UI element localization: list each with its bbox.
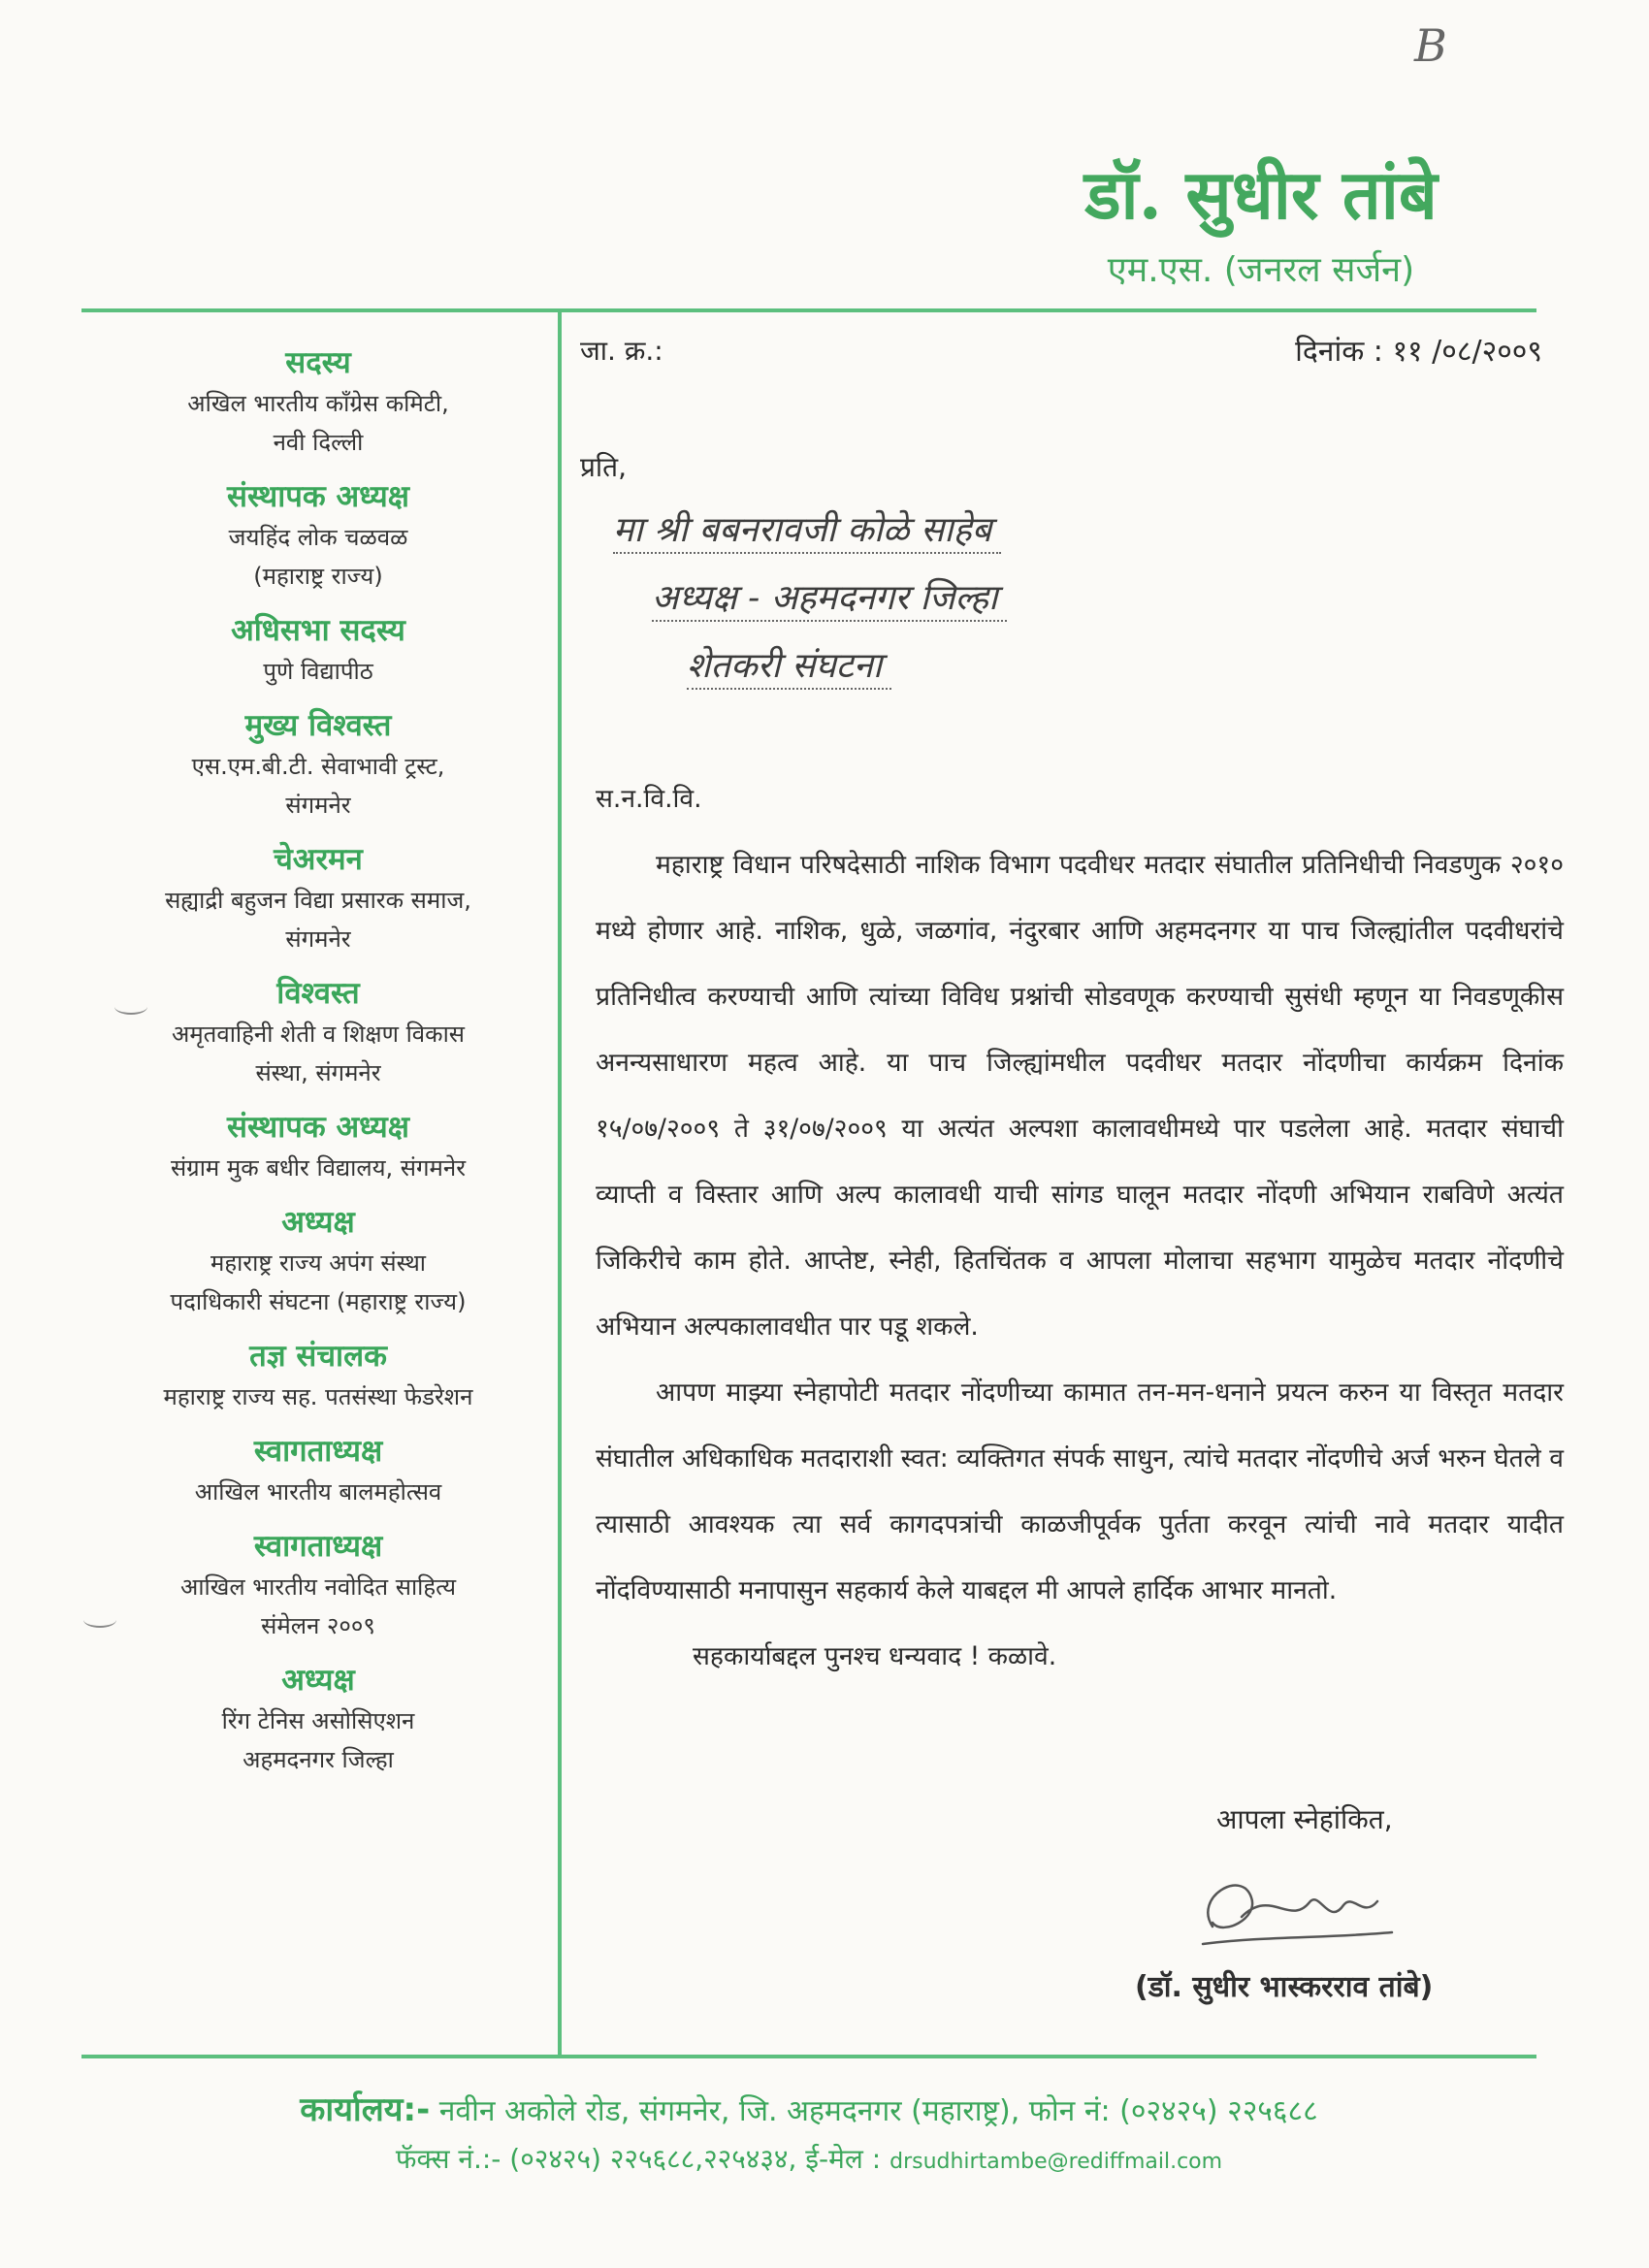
sidebar-position-group <box>81 1525 555 1645</box>
page-mark: B <box>1414 19 1447 72</box>
paper-scuff-mark <box>83 1612 116 1628</box>
bottom-rule <box>81 2055 1536 2058</box>
paragraph-1: महाराष्ट्र विधान परिषदेसाठी नाशिक विभाग पदवीधर मतदार संघातील प्रतिनिधीची निवडणुक २०१० मध्ये होणार आहे. नाशिक, धुळे, जळगांव, नंदुरबार आणि अहमदनगर या पाच जिल्ह्यांतील पदवीधरांचे प्रतिनिधीत्व करण्याची आणि त्यांच्या विविध प्रश्नांची सोडवणूक करण्याची सुसंधी म्हणून या निवडणूकीस अनन्यसाधारण महत्व आहे. या पाच जिल्ह्यांमधील पदवीधर मतदार नोंदणीचा कार्यक्रम दिनांक १५/०७/२००९ ते ३१/०७/२००९ या अत्यंत अल्पशा कालावधीमध्ये पार पडलेला आहे. मतदार संघाची व्याप्ती व विस्तार आणि अल्प कालावधी याची सांगड घालून मतदार नोंदणी अभियान राबविणे अत्यंत जिकिरीचे काम होते. आप्तेष्ट, स्नेही, हितचिंतक व आपला मोलाचा सहभाग यामुळेच मतदार नोंदणीचे अभियान अल्पकालावधीत पार पडू शकले. <box>596 850 1564 1342</box>
sidebar-position-group <box>81 972 555 1092</box>
sidebar-position-detail: संगमनेर <box>285 925 351 953</box>
letterhead-name: डॉ. सुधीर तांबे <box>1084 154 1438 235</box>
sidebar-position-detail: एस.एम.बी.टी. सेवाभावी ट्रस्ट, <box>191 753 445 780</box>
sidebar-position-title: मुख्य विश्वस्त <box>244 708 392 743</box>
sidebar-position-detail: अमृतवाहिनी शेती व शिक्षण विकास <box>171 1021 466 1048</box>
sidebar-position-group <box>81 704 555 825</box>
paper-scuff-mark <box>114 999 147 1015</box>
to-label: प्रति, <box>580 451 628 483</box>
sidebar-position-detail: पदाधिकारी संघटना (महाराष्ट्र राज्य) <box>170 1288 467 1315</box>
sidebar-position-detail: अहमदनगर जिल्हा <box>242 1746 394 1773</box>
sidebar-position-title: संस्थापक अध्यक्ष <box>227 1110 409 1145</box>
sidebar-position-detail: संस्था, संगमनेर <box>255 1059 381 1086</box>
sidebar-position-detail: आखिल भारतीय बालमहोत्सव <box>194 1478 442 1506</box>
sidebar-position-group <box>81 1201 555 1321</box>
sidebar-positions <box>81 341 555 1793</box>
sidebar-position-detail: नवी दिल्ली <box>273 429 364 456</box>
sidebar-position-detail: महाराष्ट्र राज्य सह. पतसंस्था फेडरेशन <box>163 1383 473 1410</box>
closing: आपला स्नेहांकित, <box>1216 1803 1393 1835</box>
office-label: कार्यालय:- <box>300 2090 431 2129</box>
recipient-line: शेतकरी संघटना <box>687 640 891 690</box>
paragraph-2: आपण माझ्या स्नेहापोटी मतदार नोंदणीच्या कामात तन-मन-धनाने प्रयत्न करुन या विस्तृत मतदार संघातील अधिकाधिक मतदाराशी स्वत: व्यक्तिगत संपर्क साधुन, त्यांचे मतदार नोंदणीचे अर्ज भरुन घेतले व त्यासाठी आवश्यक त्या सर्व कागदपत्रांची काळजीपूर्वक पुर्तता करवून त्यांची नावे मतदार यादीत नोंदविण्यासाठी मनापासुन सहकार्य केले याबद्दल मी आपले हार्दिक आभार मानतो. <box>596 1377 1564 1605</box>
letter-body <box>596 766 1564 1690</box>
reference-number-label: जा. क्र.: <box>580 335 663 367</box>
fax-text: फॅक्स नं.:- (०२४२५) २२५६८८,२२५४३४, ई-मेल : <box>395 2143 882 2175</box>
sidebar-position-group <box>81 475 555 596</box>
footer-fax-email <box>81 2140 1536 2177</box>
office-address: नवीन अकोले रोड, संगमनेर, जि. अहमदनगर (महाराष्ट्र), फोन नं: (०२४२५) २२५६८८ <box>438 2094 1318 2128</box>
sidebar-position-title: स्वागताध्यक्ष <box>253 1529 383 1564</box>
sidebar-position-title: संस्थापक अध्यक्ष <box>227 479 409 514</box>
sidebar-position-title: तज्ञ संचालक <box>249 1339 387 1374</box>
sidebar-position-group <box>81 838 555 958</box>
sidebar-position-detail: रिंग टेनिस असोसिएशन <box>221 1707 415 1734</box>
letter-date: दिनांक : ११ /०८/२००९ <box>1295 335 1542 369</box>
sidebar-position-title: स्वागताध्यक्ष <box>253 1434 383 1469</box>
vertical-rule <box>558 310 562 2057</box>
sidebar-position-detail: पुणे विद्यापीठ <box>263 658 373 685</box>
signature-image <box>1183 1859 1406 1965</box>
salutation: स.न.वि.वि. <box>596 784 702 814</box>
sidebar-position-detail: संगमनेर <box>285 792 351 819</box>
sidebar-position-group <box>81 1335 555 1416</box>
recipient-line: मा श्री बबनरावजी कोळे साहेब <box>613 504 1001 554</box>
sidebar-position-detail: जयहिंद लोक चळवळ <box>228 524 408 551</box>
sidebar-position-title: अध्यक्ष <box>281 1663 355 1698</box>
sidebar-position-detail: संमेलन २००९ <box>261 1612 375 1639</box>
letterhead-qualification: एम.एस. (जनरल सर्जन) <box>1107 250 1415 290</box>
thanks-line: सहकार्याबद्दल पुनश्च धन्यवाद ! कळावे. <box>693 1641 1057 1671</box>
sidebar-position-detail: अखिल भारतीय कॉंग्रेस कमिटी, <box>187 390 449 417</box>
footer-office-address <box>81 2086 1536 2130</box>
sidebar-position-detail: सह्याद्री बहुजन विद्या प्रसारक समाज, <box>165 887 471 914</box>
recipient-line: अध्यक्ष - अहमदनगर जिल्हा <box>652 572 1007 622</box>
sidebar-position-title: अधिसभा सदस्य <box>231 613 405 648</box>
sidebar-position-title: सदस्य <box>285 345 351 380</box>
sidebar-position-group <box>81 1430 555 1511</box>
email-address: drsudhirtambe@rediffmail.com <box>889 2150 1223 2174</box>
sidebar-position-detail: महाराष्ट्र राज्य अपंग संस्था <box>210 1249 427 1277</box>
sidebar-position-group <box>81 1659 555 1779</box>
sidebar-position-detail: आखिल भारतीय नवोदित साहित्य <box>179 1573 457 1601</box>
top-rule <box>81 308 1536 312</box>
signatory-name: (डॉ. सुधीर भास्करराव तांबे) <box>1135 1970 1434 2004</box>
sidebar-position-title: विश्वस्त <box>276 976 360 1011</box>
sidebar-position-group <box>81 341 555 462</box>
sidebar-position-group <box>81 1106 555 1187</box>
sidebar-position-title: अध्यक्ष <box>281 1205 355 1240</box>
sidebar-position-title: चेअरमन <box>274 842 363 877</box>
sidebar-position-detail: (महाराष्ट्र राज्य) <box>253 563 383 590</box>
sidebar-position-detail: संग्राम मुक बधीर विद्यालय, संगमनेर <box>170 1154 467 1182</box>
sidebar-position-group <box>81 609 555 691</box>
